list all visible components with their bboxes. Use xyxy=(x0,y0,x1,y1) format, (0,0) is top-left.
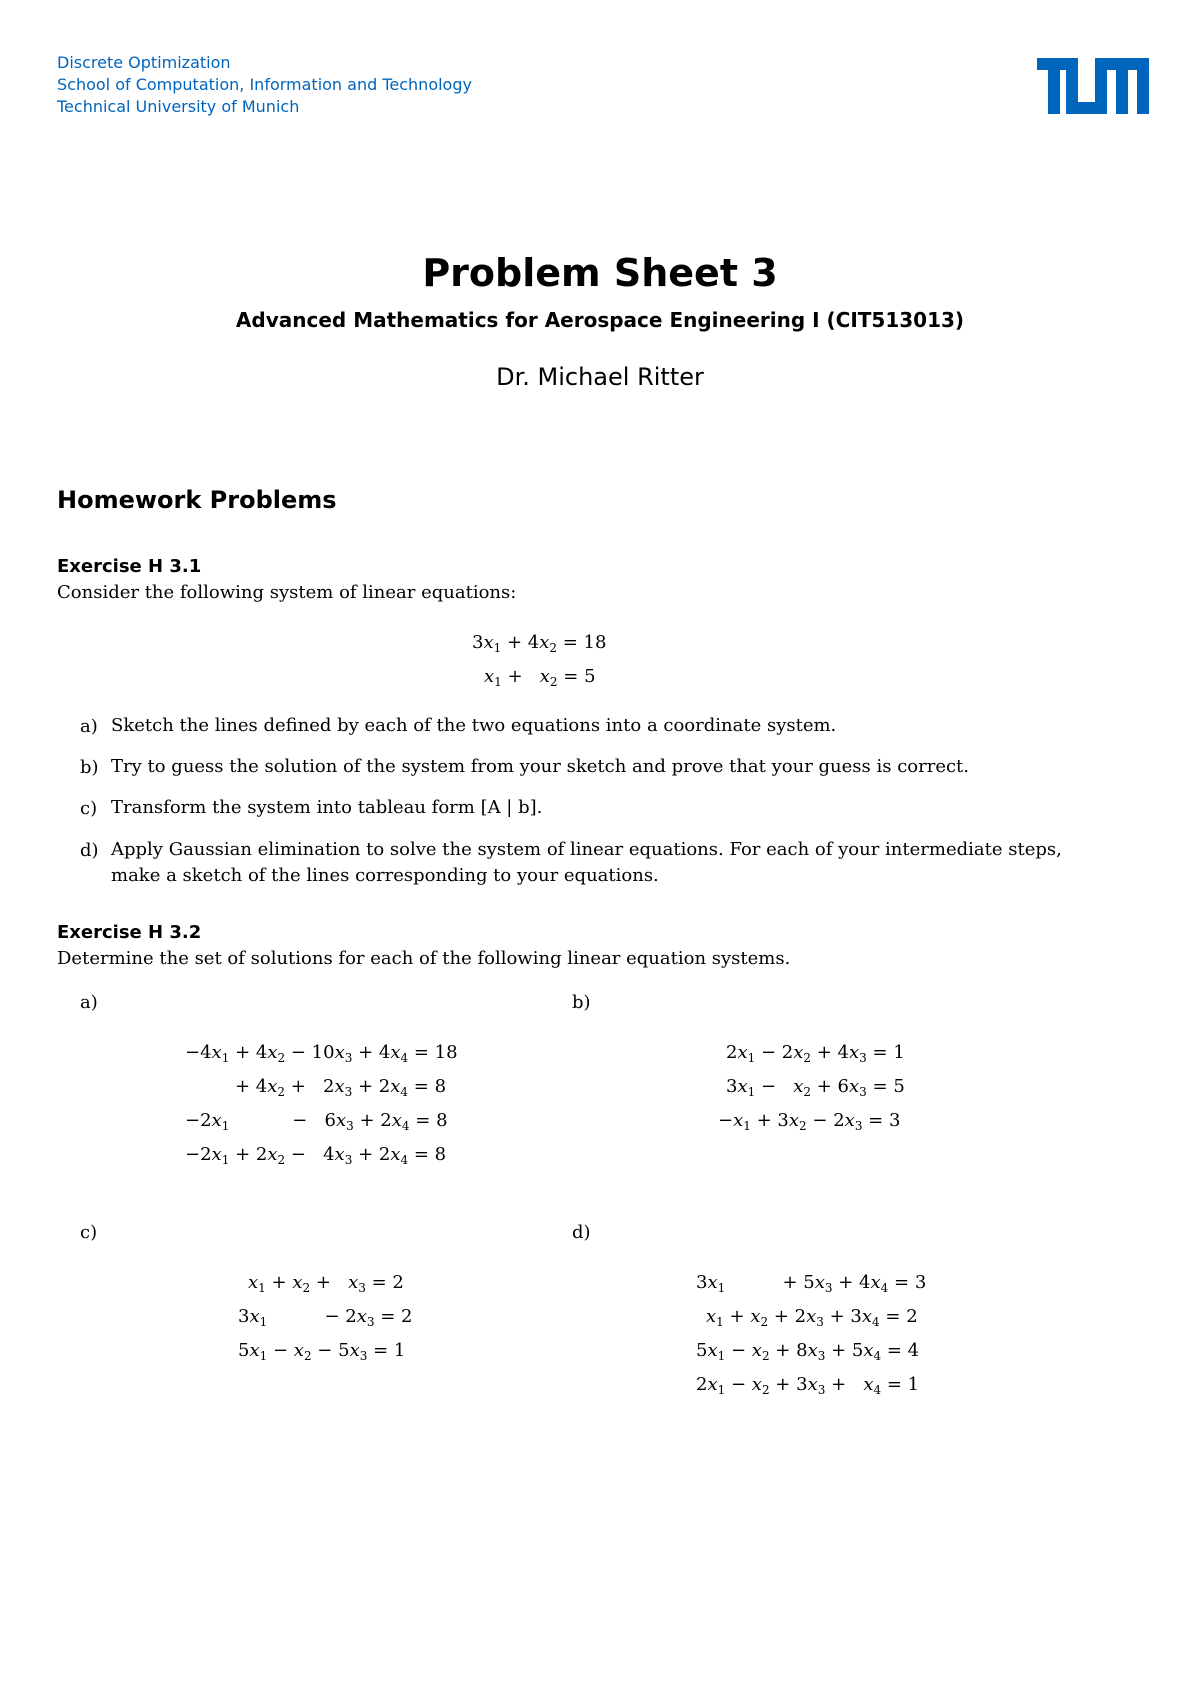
part-label-b: b) xyxy=(572,992,591,1013)
header-line-school: School of Computation, Information and Technology xyxy=(57,75,472,94)
part-label-c: c) xyxy=(80,1222,98,1243)
part-label-d: d) xyxy=(572,1222,591,1243)
equation-h31-2: $x_1 + x_2 = 5$ xyxy=(484,666,596,689)
author-name: Dr. Michael Ritter xyxy=(496,363,704,391)
equation-d-2: $x_1 + x_2 + 2x_3 + 3x_4 = 2$ xyxy=(706,1306,918,1329)
equation-b-2: $3x_1 - x_2 + 6x_3 = 5$ xyxy=(726,1076,905,1099)
header-line-chair: Discrete Optimization xyxy=(57,53,231,72)
exercise-h32-title: Exercise H 3.2 xyxy=(57,922,202,943)
page-title: Problem Sheet 3 xyxy=(422,251,778,295)
item-label: a) xyxy=(80,716,98,737)
equation-d-1: $3x_1$ + $5x_3 + 4x_4 = 3$ xyxy=(696,1272,927,1295)
item-text: Sketch the lines defined by each of the two equations into a coordinate system. xyxy=(111,715,837,736)
equation-a-3: $-2x_1$ − $6x_3 + 2x_4 = 8$ xyxy=(185,1110,448,1133)
equation-d-4: $2x_1 - x_2 + 3x_3 + x_4 = 1$ xyxy=(696,1374,920,1397)
institution-header xyxy=(57,52,472,118)
item-text: Apply Gaussian elimination to solve the system of linear equations. For each of your intermediate steps, make a sketch of the lines corresponding to your equations. xyxy=(111,839,1062,886)
equation-c-2: $3x_1$ − $2x_3 = 2$ xyxy=(238,1306,413,1329)
item-text: Transform the system into tableau form [A | b]. xyxy=(111,797,543,818)
equation-c-3: $5x_1 - x_2 - 5x_3 = 1$ xyxy=(238,1340,406,1363)
equation-b-3: $-x_1 + 3x_2 - 2x_3 = 3$ xyxy=(718,1110,901,1133)
equation-a-2: + $4x_2 + 2x_3 + 2x_4 = 8$ xyxy=(235,1076,447,1099)
tum-logo xyxy=(1037,58,1149,114)
course-subtitle: Advanced Mathematics for Aerospace Engineering I (CIT513013) xyxy=(235,308,965,332)
equation-c-1: $x_1 + x_2 + x_3 = 2$ xyxy=(248,1272,404,1295)
equation-b-1: $2x_1 - 2x_2 + 4x_3 = 1$ xyxy=(726,1042,905,1065)
item-label: b) xyxy=(80,757,99,778)
part-label-a: a) xyxy=(80,992,98,1013)
header-line-university: Technical University of Munich xyxy=(57,97,300,116)
equation-d-3: $5x_1 - x_2 + 8x_3 + 5x_4 = 4$ xyxy=(696,1340,920,1363)
exercise-h31-title: Exercise H 3.1 xyxy=(57,556,202,577)
exercise-h31-intro: Consider the following system of linear equations: xyxy=(57,582,517,603)
equation-a-4: $-2x_1 + 2x_2 - 4x_3 + 2x_4 = 8$ xyxy=(185,1144,447,1167)
exercise-h32-intro: Determine the set of solutions for each of the following linear equation systems. xyxy=(57,948,791,969)
section-heading: Homework Problems xyxy=(57,486,337,514)
equation-h31-1: $3x_1 + 4x_2 = 18$ xyxy=(472,632,607,655)
item-text: Try to guess the solution of the system from your sketch and prove that your guess is correct. xyxy=(111,756,970,777)
item-label: d) xyxy=(80,840,99,861)
equation-a-1: $-4x_1 + 4x_2 - 10x_3 + 4x_4 = 18$ xyxy=(185,1042,458,1065)
item-label: c) xyxy=(80,798,98,819)
